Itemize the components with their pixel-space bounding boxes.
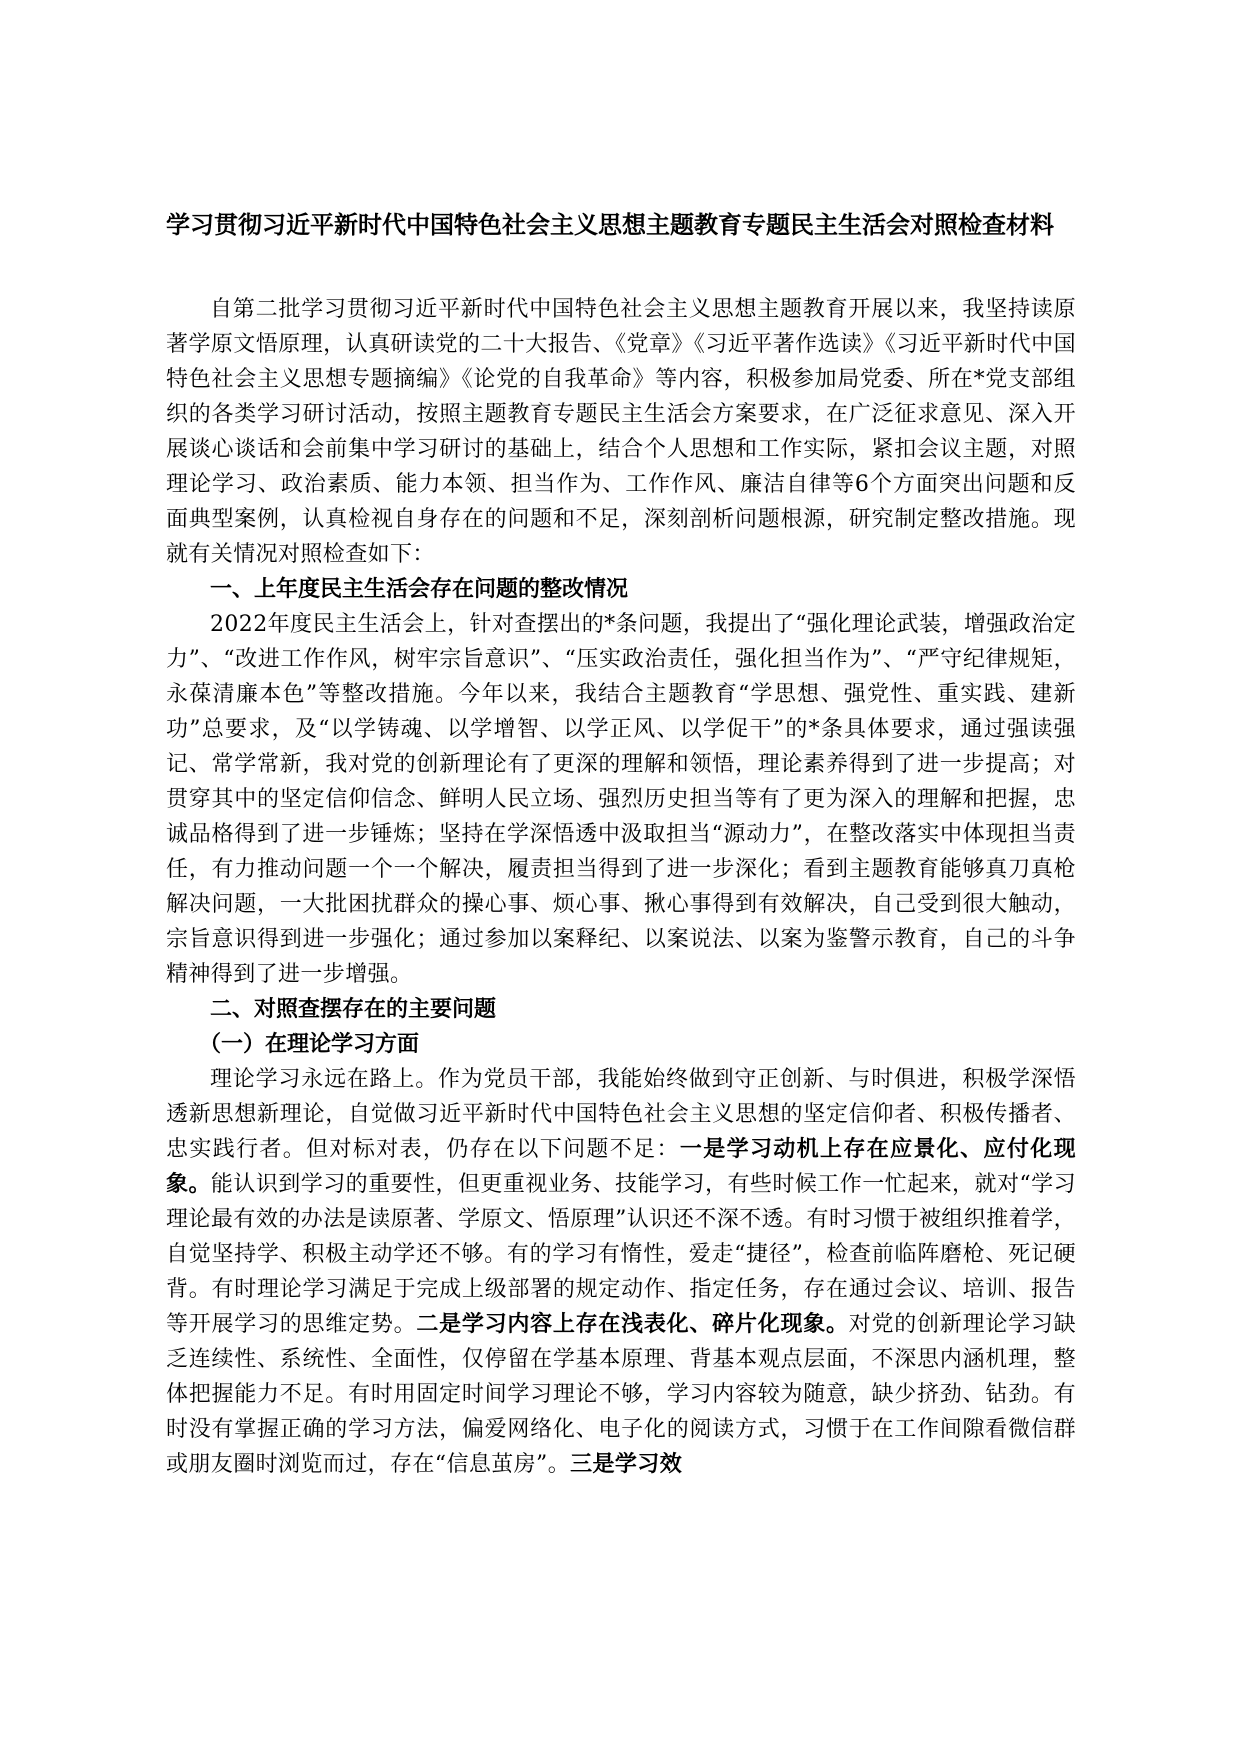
subsection-heading-theory: （一）在理论学习方面 — [199, 1032, 420, 1057]
theory-point-1: 一是学习动机上存在应景化、应付化现象。 — [166, 1137, 1076, 1197]
section-heading-1: 一、上年度民主生活会存在问题的整改情况 — [210, 577, 629, 602]
theory-text-2: 能认识到学习的重要性，但更重视业务、技能学习，有些时候工作一忙起来，就对“学习理论最有效的办法是读原著、学原文、悟原理”认识还不深不透。有时习惯于被组织推着学，自觉坚持学、积极主动学还不够。有的学习有惰性，爱走“捷径”，检查前临阵磨枪、死记硬背。有时理论学习满足于完成上级部署的规定动作、指定任务，存在通过会议、培训、报告等开展学习的思维定势。 — [166, 1172, 1076, 1337]
section-1-paragraph: 2022年度民主生活会上，针对查摆出的*条问题，我提出了“强化理论武装，增强政治定力”、“改进工作作风，树牢宗旨意识”、“压实政治责任，强化担当作为”、“严守纪律规矩，永葆清廉本色”等整改措施。今年以来，我结合主题教育“学思想、强党性、重实践、建新功”总要求，及“以学铸魂、以学增智、以学正风、以学促干”的*条具体要求，通过强读强记、常学常新，我对党的创新理论有了更深的理解和领悟，理论素养得到了进一步提高；对贯穿其中的坚定信仰信念、鲜明人民立场、强烈历史担当等有了更为深入的理解和把握，忠诚品格得到了进一步锤炼；坚持在学深悟透中汲取担当“源动力”，在整改落实中体现担当责任，有力推动问题一个一个解决，履责担当得到了进一步深化；看到主题教育能够真刀真枪解决问题，一大批困扰群众的操心事、烦心事、揪心事得到有效解决，自己受到很大触动，宗旨意识得到进一步强化；通过参加以案释纪、以案说法、以案为鉴警示教育，自己的斗争精神得到了进一步增强。 — [166, 612, 1076, 987]
theory-text-3: 对党的创新理论学习缺乏连续性、系统性、全面性，仅停留在学基本原理、背基本观点层面，不深思内涵机理，整体把握能力不足。有时用固定时间学习理论不够，学习内容较为随意，缺少挤劲、钻劲。有时没有掌握正确的学习方法，偏爱网络化、电子化的阅读方式，习惯于在工作间隙看微信群或朋友圈时浏览而过，存在“信息茧房”。 — [166, 1312, 1076, 1477]
theory-text-1: 理论学习永远在路上。作为党员干部，我能始终做到守正创新、与时俱进，积极学深悟透新思想新理论，自觉做习近平新时代中国特色社会主义思想的坚定信仰者、积极传播者、忠实践行者。但对标对表，仍存在以下问题不足： — [166, 1067, 1076, 1162]
section-heading-2: 二、对照查摆存在的主要问题 — [210, 997, 497, 1022]
theory-point-3: 三是学习效 — [570, 1452, 683, 1477]
document-content — [166, 208, 1076, 1482]
intro-paragraph: 自第二批学习贯彻习近平新时代中国特色社会主义思想主题教育开展以来，我坚持读原著学原文悟原理，认真研读党的二十大报告、《党章》《习近平著作选读》《习近平新时代中国特色社会主义思想专题摘编》《论党的自我革命》等内容，积极参加局党委、所在*党支部组织的各类学习研讨活动，按照主题教育专题民主生活会方案要求，在广泛征求意见、深入开展谈心谈话和会前集中学习研讨的基础上，结合个人思想和工作实际，紧扣会议主题，对照理论学习、政治素质、能力本领、担当作为、工作作风、廉洁自律等6个方面突出问题和反面典型案例，认真检视自身存在的问题和不足，深刻剖析问题根源，研究制定整改措施。现就有关情况对照检查如下： — [166, 297, 1076, 567]
theory-point-2: 二是学习内容上存在浅表化、碎片化现象。 — [416, 1312, 849, 1337]
document-title: 学习贯彻习近平新时代中国特色社会主义思想主题教育专题民主生活会对照检查材料 — [166, 211, 1054, 239]
theory-study-paragraph — [166, 1062, 1076, 1482]
